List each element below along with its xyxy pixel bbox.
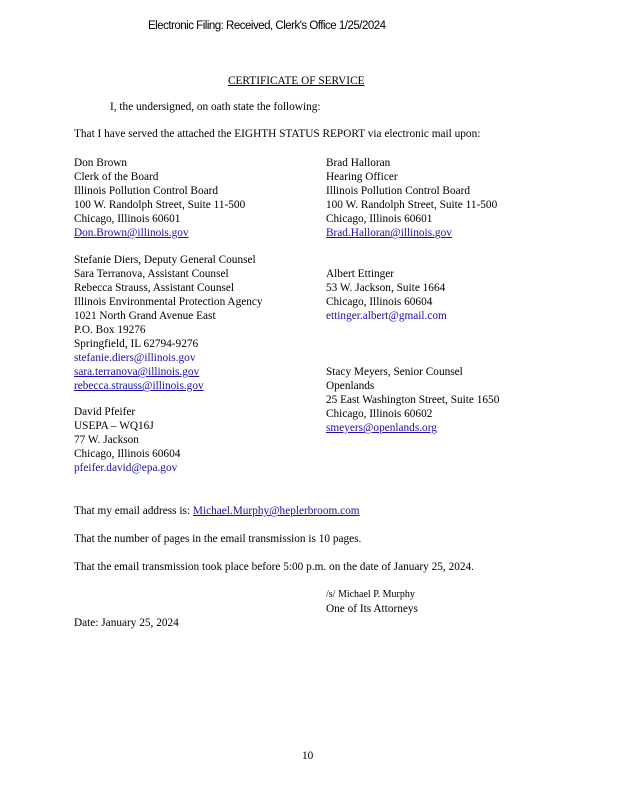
date-line: Date: January 25, 2024 [74,617,179,629]
address-line: Sara Terranova, Assistant Counsel [74,268,229,280]
address-line: USEPA – WQ16J [74,420,154,432]
recipient-illinois-epa [74,253,263,393]
recipient-meyers [326,365,499,435]
address-line: P.O. Box 19276 [74,324,146,336]
address-line: 53 W. Jackson, Suite 1664 [326,282,446,294]
address-line: Hearing Officer [326,171,398,183]
address-line: Clerk of the Board [74,171,159,183]
address-line: 25 East Washington Street, Suite 1650 [326,394,500,406]
address-line: Chicago, Illinois 60602 [326,408,433,420]
intro-paragraph: I, the undersigned, on oath state the following: [110,101,321,113]
email-link[interactable]: rebecca.strauss@illinois.gov [74,380,204,392]
address-line: Springfield, IL 62794-9276 [74,338,199,350]
recipient-ettinger [326,267,447,323]
email-address-paragraph [74,504,360,518]
address-line: Illinois Pollution Control Board [74,185,219,197]
address-line: 100 W. Randolph Street, Suite 11-500 [74,199,246,211]
recipient-brown [74,156,245,240]
address-line: Chicago, Illinois 60601 [74,213,181,225]
email-link[interactable]: smeyers@openlands.org [326,422,437,434]
address-line: Albert Ettinger [326,268,395,280]
address-line: Stacy Meyers, Senior Counsel [326,366,463,378]
filing-stamp-header: Electronic Filing: Received, Clerk's Office 1/25/2024 [148,20,386,32]
time-paragraph: That the email transmission took place before 5:00 p.m. on the date of January 25, 2024. [74,561,474,573]
address-line: Illinois Pollution Control Board [326,185,471,197]
address-line: Stefanie Diers, Deputy General Counsel [74,254,256,266]
page-number: 10 [302,750,314,762]
signature: /s/ Michael P. Murphy [326,589,415,600]
title-text: CERTIFICATE OF SERVICE [228,75,365,87]
email-link[interactable]: ettinger.albert@gmail.com [326,310,447,322]
address-line: Don Brown [74,157,128,169]
address-line: 100 W. Randolph Street, Suite 11-500 [326,199,498,211]
served-paragraph: That I have served the attached the EIGHTH STATUS REPORT via electronic mail upon: [74,128,481,140]
address-line: Chicago, Illinois 60601 [326,213,433,225]
address-line: Chicago, Illinois 60604 [74,448,181,460]
email-link[interactable]: stefanie.diers@illinois.gov [74,352,196,364]
address-line: 77 W. Jackson [74,434,139,446]
email-link[interactable]: pfeifer.david@epa.gov [74,462,178,474]
address-line: Brad Halloran [326,157,391,169]
address-line: Chicago, Illinois 60604 [326,296,433,308]
recipient-pfeifer [74,405,180,475]
pages-paragraph: That the number of pages in the email transmission is 10 pages. [74,533,362,545]
address-line: David Pfeifer [74,406,136,418]
address-line: Illinois Environmental Protection Agency [74,296,263,308]
sender-email-link[interactable]: Michael.Murphy@heplerbroom.com [192,505,360,517]
email-address-label: That my email address is: [74,505,193,517]
email-link[interactable]: Brad.Halloran@illinois.gov [326,227,452,239]
recipient-halloran [326,156,497,240]
email-link[interactable]: sara.terranova@illinois.gov [74,366,200,378]
document-title [228,74,379,88]
address-line: Rebecca Strauss, Assistant Counsel [74,282,235,294]
address-line: Openlands [326,380,375,392]
signature-role: One of Its Attorneys [326,603,418,615]
email-link[interactable]: Don.Brown@illinois.gov [74,227,189,239]
address-line: 1021 North Grand Avenue East [74,310,216,322]
